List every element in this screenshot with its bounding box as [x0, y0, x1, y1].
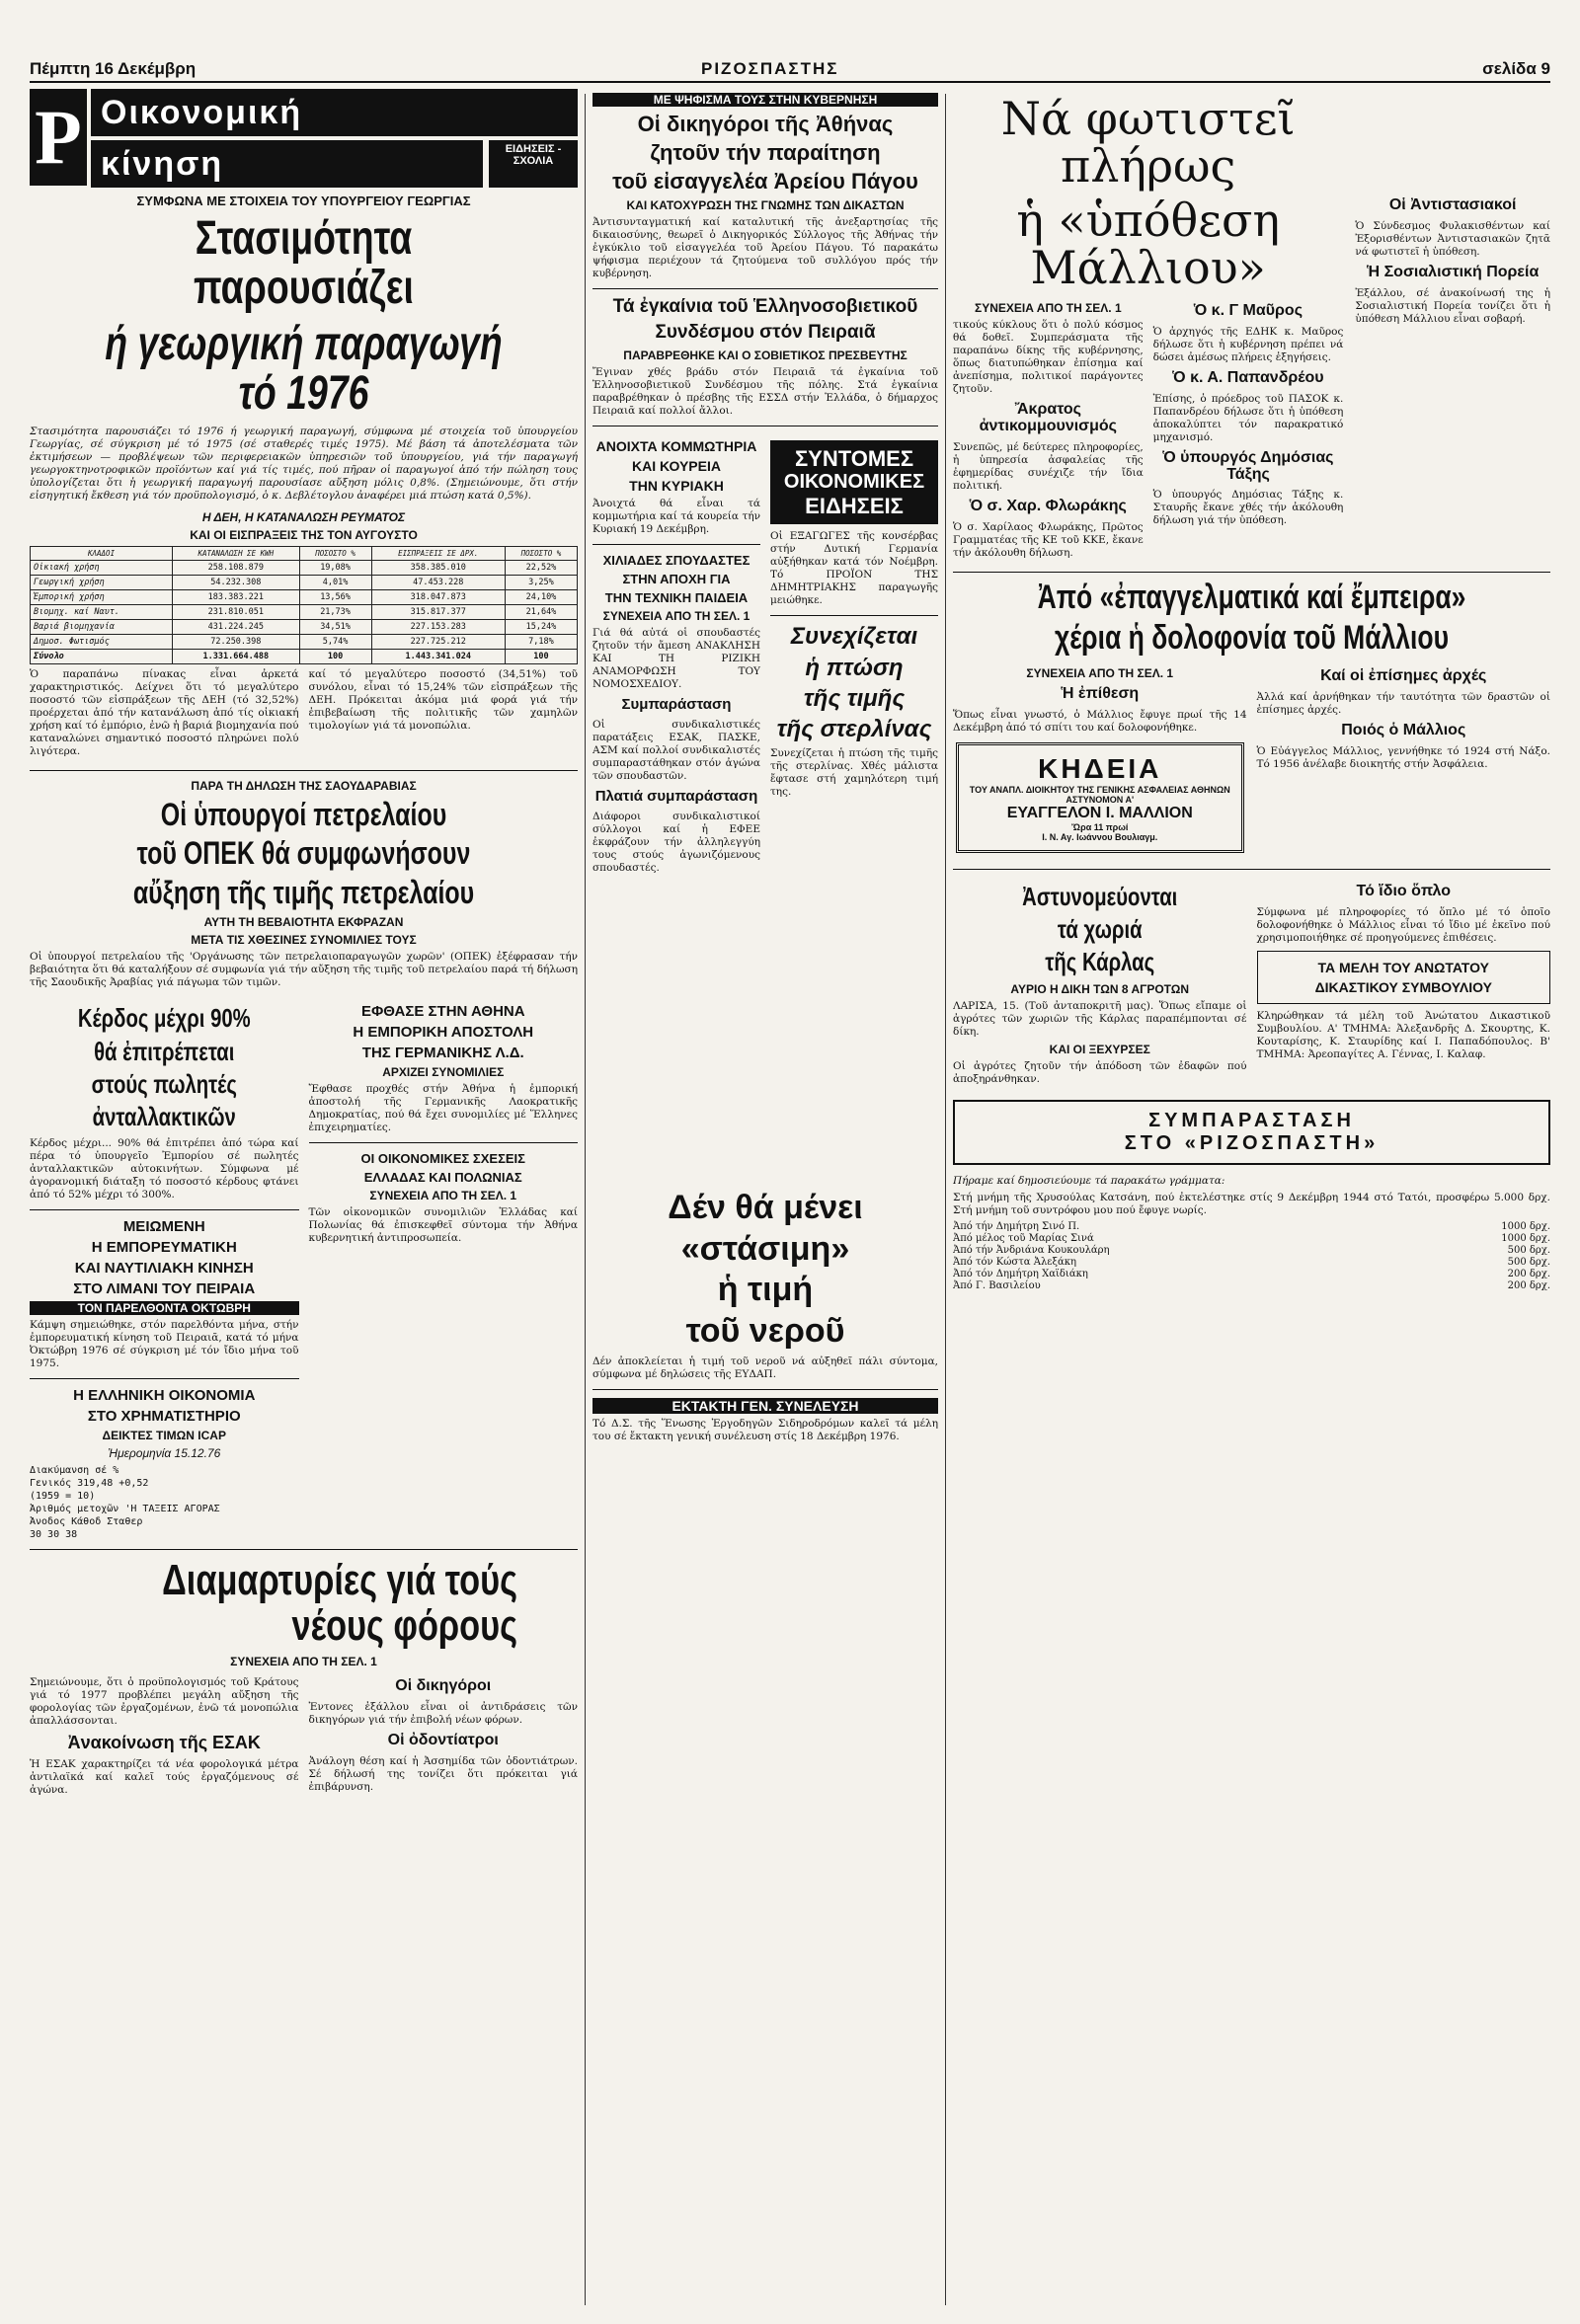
- asty-headline-3: τῆς Κάρλας: [1045, 947, 1155, 977]
- malliou-papandreou: Ὁ κ. Α. Παπανδρέου: [1172, 368, 1324, 386]
- masthead: [30, 59, 1550, 83]
- poland-headline-1: ΟΙ ΟΙΚΟΝΟΜΙΚΕΣ ΣΧΕΣΕΙΣ: [360, 1151, 525, 1167]
- funeral-name: ΕΥΑΓΓΕΛΟΝ Ι. ΜΑΛΛΙΟΝ: [1006, 804, 1193, 821]
- spoudastes-sympar-body: Οἱ συνδικαλιστικές παρατάξεις ΕΣΑΚ, ΠΑΣΚΕ, ΑΣΜ καί πολλοί συνδικαλιστές συμπαραστάθηκαν στόν ἀγώνα τῶν σπουδαστῶν.: [592, 718, 760, 782]
- sympar-body: Στή μνήμη τῆς Χρυσούλας Κατσάνη, πού ἐκτελέστηκε στίς 9 Δεκέμβρη 1944 στό Τατόι, προσφέρω 5.000 δρχ. Στή μνήμη τοῦ συντρόφου μου πού ἔφυγε νωρίς.: [953, 1191, 1550, 1216]
- ptosi-headline-3: τῆς τιμῆς: [803, 684, 906, 712]
- donor-name: Ἀπό τήν Δημήτρη Σινό Π.: [953, 1220, 1080, 1232]
- opec-headline-3: αὔξηση τῆς τιμῆς πετρελαίου: [132, 874, 475, 910]
- syntomes-line-1: ΣΥΝΤΟΜΕΣ: [794, 446, 914, 472]
- list-item: [953, 1221, 1550, 1233]
- syntomes-line-3: ΕΙΔΗΣΕΙΣ: [805, 494, 904, 519]
- anotato-headline-1: ΤΑ ΜΕΛΗ ΤΟΥ ΑΝΩΤΑΤΟΥ: [1317, 959, 1489, 975]
- ptosi-headline-1: Συνεχίζεται: [790, 623, 918, 651]
- section-logo-words: [91, 89, 578, 188]
- table-cell: Ἐμπορική χρήση: [31, 589, 173, 604]
- foroi-dikig: Οἱ δικηγόροι: [395, 1676, 492, 1694]
- donor-amount: 500 δρχ.: [1507, 1256, 1550, 1268]
- malliou-sub: ΣΥΝΕΧΕΙΑ ΑΠΟ ΤΗ ΣΕΛ. 1: [975, 301, 1122, 316]
- table-row: [31, 575, 578, 589]
- donor-amount: 1000 δρχ.: [1501, 1220, 1550, 1232]
- economy-sub-1: ΔΕΙΚΤΕΣ ΤΙΜΩΝ ICAP: [102, 1428, 226, 1442]
- nero-headline-3: ἡ τιμή: [717, 1271, 814, 1309]
- fonos-archi-body: Ἀλλά καί ἀρνήθηκαν τήν ταυτότητα τῶν δραστῶν οἱ ἐπίσημες ἀρχές.: [1256, 690, 1550, 716]
- funeral-title: ΚΗΔΕΙΑ: [1038, 752, 1162, 784]
- eforia-headline-2: Η ΕΜΠΟΡΙΚΗ ΑΠΟΣΤΟΛΗ: [353, 1024, 534, 1042]
- table-total-row: [31, 649, 578, 663]
- table-row: [31, 634, 578, 649]
- table-cell: 227.153.283: [371, 619, 505, 634]
- table-row: [31, 589, 578, 604]
- column-right: [953, 89, 1550, 2310]
- ptosi-headline-2: ἡ πτώση: [805, 654, 904, 681]
- sympar-title-2: ΣΤΟ «ΡΙΖΟΣΠΑΣΤΗ»: [1124, 1131, 1380, 1154]
- issue-date: Πέμπτη 16 Δεκέμβρη: [30, 59, 197, 78]
- fonos-poios-body: Ὁ Εὐάγγελος Μάλλιος, γεννήθηκε τό 1924 στή Νάξο. Τό 1956 ἀνέλαβε διοικητής στήν Ἀσφάλεια.: [1256, 744, 1550, 770]
- dei-col-header: ΕΙΣΠΡΑΞΕΙΣ ΣΕ ΔΡΧ.: [371, 546, 505, 560]
- table-cell: 183.383.221: [173, 589, 299, 604]
- malliou-mavros-body: Ὁ ἀρχηγός τῆς ΕΔΗΚ κ. Μαῦρος δήλωσε ὅτι ἡ κυβέρνηση πρέπει νά δώσει ἀμέσως πλήρεις ἐξηγήσεις.: [1152, 325, 1344, 363]
- kommotiria-headline-1: ΑΝΟΙΧΤΑ ΚΟΜΜΩΤΗΡΙΑ: [595, 438, 757, 455]
- table-cell: Γεωργική χρήση: [31, 575, 173, 589]
- table-cell: 358.385.010: [371, 560, 505, 575]
- malliou-ypourgos: Ὁ ὑπουργός Δημόσιας Τάξης: [1162, 448, 1334, 483]
- syntomes-body: Οἱ ΕΞΑΓΩΓΕΣ τῆς κονσέρβας στήν Δυτική Γερμανία αὐξήθηκαν κατά τόν Νοέμβρη. Τό ΠΡΟΪΟΝ ΤΗΣ ΔΗΜΗΤΡΙΑΚΗΣ παραγωγῆς μειώθηκε.: [770, 530, 938, 607]
- economy-sub-2: Ἡμερομηνία 15.12.76: [108, 1445, 221, 1460]
- kommotiria-headline-3: ΤΗΝ ΚΥΡΙΑΚΗ: [629, 478, 724, 495]
- anotato-box: [1257, 951, 1551, 1004]
- malliou-antistasiakoi-body: Ὁ Σύνδεσμος Φυλακισθέντων καί Ἐξορισθέντων Ἀντιστασιακῶν ζητᾶ νά φωτιστεῖ ἡ ὑπόθεση.: [1355, 219, 1550, 258]
- spoudastes-headline-3: ΤΗΝ ΤΕΧΝΙΚΗ ΠΑΙΔΕΙΑ: [604, 590, 749, 606]
- ellsov-body: Ἔγιναν χθές βράδυ στόν Πειραιᾶ τά ἐγκαίνια τοῦ Ἑλληνοσοβιετικοῦ Συνδέσμου τῆς πόλης. Στά ἐγκαίνια παραβρέθηκαν ὁ πρέσβης τῆς ΕΣΣΔ στήν Ἑλλάδα, ὁ δήμαρχος Πειραιᾶ καί πολλοί ἄλλοι.: [592, 366, 938, 418]
- sympar-title-1: ΣΥΜΠΑΡΑΣΤΑΣΗ: [1148, 1109, 1355, 1131]
- economy-headline-2: ΣΤΟ ΧΡΗΜΑΤΙΣΤΗΡΙΟ: [87, 1407, 241, 1425]
- column-rule: [945, 94, 946, 2305]
- table-cell: 21,64%: [505, 604, 577, 619]
- foroi-anak-body: Ἡ ΕΣΑΚ χαρακτηρίζει τά νέα φορολογικά μέτρα ἀντιλαϊκά καί καλεῖ τούς ἐργαζόμενους σέ ἀγώνα.: [30, 1757, 299, 1796]
- sympar-intro: Πήραμε καί δημοσιεύουμε τά παρακάτω γράμματα:: [953, 1174, 1225, 1187]
- spoudastes-sympar: Συμπαράσταση: [621, 696, 732, 714]
- table-cell: 15,24%: [505, 619, 577, 634]
- funeral-when: Ὥρα 11 πρωί: [1071, 821, 1129, 832]
- foroi-sub: ΣΥΝΕΧΕΙΑ ΑΠΟ ΤΗ ΣΕΛ. 1: [230, 1654, 377, 1668]
- malliou-body: τικούς κύκλους ὅτι ὁ πολύ κόσμος θά δοθεῖ. Συμπεράσματα τῆς παραπάνω δίκης τῆς κυβέρνησης, ὅπως διατυπώθηκαν ἐπίσημα καί ἀνεπίσημα, πολιτικοί παράγοντες ζητοῦν.: [953, 319, 1144, 396]
- sympar-box: [953, 1100, 1550, 1165]
- table-cell: 21,73%: [299, 604, 371, 619]
- asty-xyrs-body: Οἱ ἀγρότες ζητοῦν τήν ἀπόδοση τῶν ἐδαφῶν πού ἀποξηράνθηκαν.: [953, 1059, 1247, 1085]
- malliou-sosial-body: Ἐξάλλου, σέ ἀνακοίνωσή της ἡ Σοσιαλιστική Πορεία τονίζει ὅτι ἡ ὑπόθεση Μάλλιου εἶναι σοβαρή.: [1355, 286, 1550, 325]
- donor-amount: 500 δρχ.: [1507, 1244, 1550, 1256]
- column-left: [30, 89, 578, 2310]
- asty-xyrs: ΚΑΙ ΟΙ ΞΕΧΥΡΣΕΣ: [1049, 1042, 1150, 1056]
- table-cell: 47.453.228: [371, 575, 505, 589]
- table-cell: 315.817.377: [371, 604, 505, 619]
- funeral-notice: [956, 742, 1244, 853]
- anotato-headline-2: ΔΙΚΑΣΤΙΚΟΥ ΣΥΜΒΟΥΛΙΟΥ: [1314, 978, 1492, 995]
- opec-kicker: ΠΑΡΑ ΤΗ ΔΗΛΩΣΗ ΤΗΣ ΣΑΟΥΔΑΡΑΒΙΑΣ: [191, 778, 417, 793]
- table-cell: Βιομηχ. καί Ναυτ.: [31, 604, 173, 619]
- table-cell: Βαριά βιομηχανία: [31, 619, 173, 634]
- foroi-body: Σημειώνουμε, ὅτι ὁ προϋπολογισμός τοῦ Κράτους γιά τό 1977 προβλέπει μεγάλη αὔξηση τῆς φορολογίας τῶν ἐργαζομένων, ἐνῶ τά μονοπώλια ἀπαλλάσσονται.: [30, 1675, 299, 1727]
- malliou-florakis: Ὁ σ. Χαρ. Φλωράκης: [969, 497, 1127, 514]
- economy-index-2: Γενικός 319,48 +0,52: [30, 1477, 149, 1489]
- paper-name: ΡΙΖΟΣΠΑΣΤΗΣ: [701, 59, 839, 78]
- ptosi-headline-4: τῆς στερλίνας: [776, 715, 932, 742]
- table-cell: 5,74%: [299, 634, 371, 649]
- list-item: [953, 1257, 1550, 1269]
- malliou-papandreou-body: Ἐπίσης, ὁ πρόεδρος τοῦ ΠΑΣΟΚ κ. Παπανδρέου δήλωσε ὅτι ἡ ὑπόθεση ἀποκαλύπτει τόν παρακρατικό μηχανισμό.: [1152, 392, 1344, 443]
- donor-amount: 1000 δρχ.: [1501, 1232, 1550, 1244]
- funeral-line-2: ΑΣΤΥΝΟΜΟΝ Α': [1066, 794, 1135, 805]
- ptosi-body: Συνεχίζεται ἡ πτώση τῆς τιμῆς τῆς στερλίνας. Χθές μάλιστα ἔφτασε στή χαμηλότερη τιμή της.: [770, 747, 938, 799]
- kerdos-headline-3: στούς πωλητές: [91, 1068, 237, 1099]
- foroi-anak: Ἀνακοίνωση τῆς ΕΣΑΚ: [67, 1732, 261, 1752]
- dei-headline-1: Η ΔΕΗ, Η ΚΑΤΑΝΑΛΩΣΗ ΡΕΥΜΑΤΟΣ: [201, 509, 406, 524]
- fonos-poios: Ποιός ὁ Μάλλιος: [1341, 721, 1466, 738]
- agri-lead: Στασιμότητα παρουσιάζει τό 1976 ή γεωργική παραγωγή, σύμφωνα μέ στοιχεία τοῦ ὑπουργείου Γεωργίας, σέ σύγκριση μέ τό 1975 (σέ σταθερές τιμές 1975). Μέ βάση τά ἀποτελέσματα τῶν ἐκτιμήσεων — προβλέψεων τῶν περιφερειακῶν ὑπηρεσιῶν τοῦ ὑπουργείου, γιά τήν παραγωγή γεωργοκτηνοτροφικῶν προϊόντων καί γιά τίς τιμές, πού πῆραν οἱ παραγωγοί ἀπό τήν πώληση τους ὑπολογίζεται ὅτι ἡ γεωργική παραγωγή παρουσίασε αὔξηση μόλις 0,8%. (Σημειώνουμε, ὅτι στήν εἰσηγητική ἔκθεση γιά τόν προϋπολογισμό, ὁ κ. Δεβλέτογλου ἀναφέρει μιά πτώση κατά 0,5%).: [30, 425, 578, 502]
- kerdos-body: Κέρδος μέχρι... 90% θά ἐπιτρέπει ἀπό τώρα καί πέρα τό ὑπουργεῖο Ἐμπορίου σέ πωλητές ἀνταλλακτικῶν αὐτοκινήτων. Σύμφωνα μέ ἀγορανομική διάταξη τό ποσοστό κέρδους φτάνει ἀπό τό 52% μέχρι τό 300%.: [30, 1136, 299, 1201]
- list-item: [953, 1269, 1550, 1280]
- dei-headline-2: ΚΑΙ ΟΙ ΕΙΣΠΡΑΞΕΙΣ ΤΗΣ ΤΟΝ ΑΥΓΟΥΣΤΟ: [190, 527, 418, 542]
- syntomes-box: [770, 440, 938, 524]
- table-cell: 24,10%: [505, 589, 577, 604]
- malliou-akratos: Ἄκρατος ἀντικομμουνισμός: [979, 401, 1117, 434]
- nero-body: Δέν ἀποκλείεται ἡ τιμή τοῦ νεροῦ νά αὐξηθεῖ πάλι σύντομα, σύμφωνα μέ δηλώσεις τῆς ΕΥΔΑΠ.: [592, 1355, 938, 1380]
- foroi-odont: Οἱ ὀδοντίατροι: [387, 1731, 499, 1748]
- table-cell: 19,08%: [299, 560, 371, 575]
- list-item: [953, 1245, 1550, 1257]
- asty-headline-2: τά χωριά: [1057, 914, 1143, 945]
- foroi-odont-body: Ἀνάλογη θέση καί ἡ Ἀσσημίδα τῶν ὀδοντιάτρων. Σέ δήλωσή της τονίζει ὅτι πρόκειται γιά ἐπιβάρυνση.: [308, 1754, 578, 1793]
- table-cell: 72.250.398: [173, 634, 299, 649]
- table-cell: 13,56%: [299, 589, 371, 604]
- agri-kicker: ΣΥΜΦΩΝΑ ΜΕ ΣΤΟΙΧΕΙΑ ΤΟΥ ΥΠΟΥΡΓΕΙΟΥ ΓΕΩΡΓΙΑΣ: [136, 194, 471, 208]
- dei-body-left: Ὁ παραπάνω πίνακας εἶναι ἀρκετά χαρακτηριστικός. Δείχνει ὅτι τό μεγαλύτερο ποσοστό τῶν εἰσπράξεων τῆς ΔΕΗ (τό 32,52%) προέρχεται ἀπό τήν κατανάλωση ἀπό τίς οἰκιακή χρήση καί τό ἐμπόριο, ἐνῶ ἡ βαριά βιομηχανία πού καταναλώνει σημαντικό ποσοστό πληρώνει πολύ λιγότερα.: [30, 667, 299, 757]
- table-cell: 100: [299, 649, 371, 663]
- economy-index-5: Ἀνοδος Κάθοδ Σταθερ: [30, 1515, 143, 1527]
- eforia-sub: ΑΡΧΙΖΕΙ ΣΥΝΟΜΙΛΙΕΣ: [382, 1065, 505, 1080]
- spoudastes-plat: Πλατιά συμπαράσταση: [594, 787, 758, 805]
- malliou-florakis-body: Ὁ σ. Χαρίλαος Φλωράκης, Πρῶτος Γραμματέας τῆς ΚΕ τοῦ ΚΚΕ, ἔκανε τήν ἀκόλουθη δήλωση.: [953, 520, 1144, 559]
- opec-headline-2: τοῦ ΟΠΕΚ θά συμφωνήσουν: [136, 835, 471, 872]
- funeral-line-1: ΤΟΥ ΑΝΑΠΛ. ΔΙΟΙΚΗΤΟΥ ΤΗΣ ΓΕΝΙΚΗΣ ΑΣΦΑΛΕΙΑΣ ΑΘΗΝΩΝ: [969, 784, 1230, 795]
- donor-amount: 200 δρχ.: [1507, 1268, 1550, 1279]
- economy-index-1: Διακύμανση σέ %: [30, 1464, 119, 1476]
- donor-amount: 200 δρχ.: [1507, 1279, 1550, 1291]
- poland-headline-2: ΕΛΛΑΔΑΣ ΚΑΙ ΠΟΛΩΝΙΑΣ: [363, 1170, 522, 1186]
- malliou-ypourgos-body: Ὁ ὑπουργός Δημόσιας Τάξης κ. Σταυρῆς ἔκανε χθές τήν ἀκόλουθη δήλωση γιά τήν ὑπόθεση.: [1152, 489, 1344, 527]
- dikigoroi-headline-2: ζητοῦν τήν παραίτηση: [650, 140, 881, 166]
- donor-name: Ἀπό τόν Κώστα Ἀλεξάκη: [953, 1256, 1076, 1268]
- dei-col-header: ΠΟΣΟΣΤΟ %: [505, 546, 577, 560]
- table-cell: 34,51%: [299, 619, 371, 634]
- economy-headline-1: Η ΕΛΛΗΝΙΚΗ ΟΙΚΟΝΟΜΙΑ: [73, 1386, 256, 1404]
- table-row: [31, 604, 578, 619]
- syntomes-line-2: ΟΙΚΟΝΟΜΙΚΕΣ: [783, 471, 925, 494]
- agri-headline-2: ή γεωργική παραγωγή τό 1976: [105, 317, 503, 421]
- economy-index-3: (1959 = 10): [30, 1490, 96, 1502]
- table-cell: Σύνολο: [31, 649, 173, 663]
- column-middle-lower: [592, 1185, 938, 1876]
- donor-name: Ἀπό τήν Ἀνδριάνα Κουκουλάρη: [953, 1244, 1110, 1256]
- table-cell: 318.047.873: [371, 589, 505, 604]
- ibiio-headline: Τό ἴδιο ὅπλο: [1356, 882, 1452, 899]
- donor-name: Ἀπό μέλος τοῦ Μαρίας Σινά: [953, 1232, 1094, 1244]
- meiosi-headline-1: ΜΕΙΩΜΕΝΗ: [122, 1217, 205, 1235]
- nero-headline-4: τοῦ νεροῦ: [685, 1312, 845, 1351]
- ellsov-headline-1: Τά ἐγκαίνια τοῦ Ἑλληνοσοβιετικοῦ: [612, 296, 918, 318]
- table-cell: 431.224.245: [173, 619, 299, 634]
- poland-sub: ΣΥΝΕΧΕΙΑ ΑΠΟ ΤΗ ΣΕΛ. 1: [369, 1189, 517, 1203]
- dei-body-right: καί τό μεγαλύτερο ποσοστό (34,51%) τοῦ συνόλου, εἶναι τό 15,24% τῶν εἰσπράξεων τῆς ΔΕΗ. Πρόκειται ἀκόμα μιά φορά γιά τήν ἐπιβεβαίωση τῆς πολιτικῆς τῶν χαμηλῶν τιμολογίων γιά τά μονοπώλια.: [308, 667, 578, 732]
- list-item: [953, 1233, 1550, 1245]
- opec-sub-1: ΑΥΤΗ ΤΗ ΒΕΒΑΙΟΤΗΤΑ ΕΚΦΡΑΖΑΝ: [203, 915, 404, 930]
- section-subtag: ΕΙΔΗΣΕΙΣ - ΣΧΟΛΙΑ: [489, 140, 578, 188]
- fonos-archi: Καί οἱ ἐπίσημες ἀρχές: [1320, 666, 1487, 684]
- anotato-body: Κληρώθηκαν τά μέλη τοῦ Ἀνώτατου Δικαστικοῦ Συμβουλίου. Α' ΤΜΗΜΑ: Ἀλεξανδρῆς Δ. Σκουρτης, Κ. Κουταρίσης, Κ. Σταυρίδης καί Ι. Παπαδόπουλος. Β' ΤΜΗΜΑ: Ἀρεοπαγίτες Α. Γέννας, Ι. Καλαφ.: [1256, 1009, 1550, 1060]
- meiosi-sub: ΤΟΝ ΠΑΡΕΛΘΟΝΤΑ ΟΚΤΩΒΡΗ: [30, 1301, 299, 1315]
- spoudastes-headline-1: ΧΙΛΙΑΔΕΣ ΣΠΟΥΔΑΣΤΕΣ: [602, 553, 750, 569]
- section-title-2: κίνηση: [91, 140, 483, 188]
- nero-headline-2: «στάσιμη»: [680, 1229, 850, 1268]
- asty-headline-1: Ἀστυνομεύονται: [1022, 881, 1178, 911]
- table-cell: 227.725.212: [371, 634, 505, 649]
- dikigoroi-body: Ἀντισυνταγματική καί καταλυτική τῆς ἀνεξαρτησίας τῆς δικαιοσύνης, θεωρεῖ ὁ Δικηγορικός Σύλλογος τῆς Ἀθήνας τήν ἐγκύκλιο τοῦ εἰσαγγελέα τοῦ Ἀρείου Πάγου. Τό παρακάτω ψήφισμα περιέχουν τά ζητούμενα τοῦ συλλόγου πρός τήν κυβέρνηση.: [592, 216, 938, 280]
- malliou-headline-1: Νά φωτιστεῖ πλήρως: [1000, 92, 1296, 194]
- table-cell: 100: [505, 649, 577, 663]
- table-cell: 1.331.664.488: [173, 649, 299, 663]
- dei-col-header: ΚΑΤΑΝΑΛΩΣΗ ΣΕ KWH: [173, 546, 299, 560]
- table-cell: Οἰκιακή χρήση: [31, 560, 173, 575]
- malliou-antistasiakoi: Οἱ Ἀντιστασιακοί: [1388, 196, 1517, 213]
- meiosi-headline-2: Η ΕΜΠΟΡΕΥΜΑΤΙΚΗ: [91, 1238, 237, 1256]
- foroi-headline: Διαμαρτυρίες γιά τούς νέους φόρους: [162, 1555, 517, 1650]
- eforia-body: Ἔφθασε προχθές στήν Ἀθήνα ἡ ἐμπορική ἀποστολή τῆς Γερμανικῆς Λαοκρατικῆς Δημοκρατίας, πού θά ἔχει συνομιλίες μέ Ἕλληνες ἐπιχειρηματίες.: [308, 1083, 578, 1134]
- table-row: [31, 619, 578, 634]
- section-logo-letter-icon: Ρ: [30, 89, 87, 186]
- table-row: [31, 560, 578, 575]
- ellsov-headline-2: Συνδέσμου στόν Πειραιᾶ: [655, 322, 876, 344]
- table-cell: 3,25%: [505, 575, 577, 589]
- table-cell: 1.443.341.024: [371, 649, 505, 663]
- opec-sub-2: ΜΕΤΑ ΤΙΣ ΧΘΕΣΙΝΕΣ ΣΥΝΟΜΙΛΙΕΣ ΤΟΥΣ: [191, 933, 417, 948]
- table-cell: 258.108.879: [173, 560, 299, 575]
- malliou-headline-2: ἡ «ὑπόθεση Μάλλιου»: [1016, 193, 1281, 294]
- economy-index-4: Ἀριθμός μετοχῶν 'Η ΤΑΞΕΙΣ ΑΓΟΡΑΣ: [30, 1503, 220, 1514]
- kerdos-headline-1: Κέρδος μέχρι 90%: [77, 1003, 251, 1034]
- meiosi-headline-4: ΣΤΟ ΛΙΜΑΝΙ ΤΟΥ ΠΕΙΡΑΙΑ: [73, 1279, 256, 1297]
- kerdos-headline-2: θά ἐπιτρέπεται: [94, 1036, 235, 1066]
- asty-sub: ΑΥΡΙΟ Η ΔΙΚΗ ΤΩΝ 8 ΑΓΡΟΤΩΝ: [1010, 981, 1190, 996]
- malliou-akratos-body: Συνεπῶς, μέ δεύτερες πληροφορίες, ἡ ὑπηρεσία ἀσφαλείας τῆς ἐφημερίδας συνέχιζε τήν ἴδια πολιτική.: [953, 440, 1144, 492]
- foroi-dikig-body: Ἐντονες ἐξάλλου εἶναι οἱ ἀντιδράσεις τῶν δικηγόρων γιά τήν ἐπιβολή νέων φόρων.: [308, 1700, 578, 1726]
- dikigoroi-headline-3: τοῦ εἰσαγγελέα Ἀρείου Πάγου: [612, 169, 918, 194]
- table-cell: Δημοσ. Φωτισμός: [31, 634, 173, 649]
- section-title-1: Οικονομική: [91, 89, 578, 136]
- nero-headline-1: Δέν θά μένει: [668, 1189, 863, 1226]
- agri-headline-1: Στασιμότητα παρουσιάζει: [194, 212, 414, 315]
- spoudastes-plat-body: Διάφοροι συνδικαλιστικοί σύλλογοι καί ἡ ΕΦΕΕ ἐκφράζουν τήν ἀλληλεγγύη τους στούς ἀγωνιζόμενους σπουδαστές.: [592, 810, 760, 874]
- synelefsi-headline: ΕΚΤΑΚΤΗ ΓΕΝ. ΣΥΝΕΛΕΥΣΗ: [592, 1398, 938, 1414]
- section-logo: [30, 89, 578, 188]
- page-number: σελίδα 9: [1482, 59, 1550, 78]
- table-cell: 231.810.051: [173, 604, 299, 619]
- spoudastes-body: Γιά θά αὐτά οἱ σπουδαστές ζητοῦν τήν ἄμεση ΑΝΑΚΛΗΣΗ ΚΑΙ ΤΗ ΡΙΖΙΚΗ ΑΝΑΜΟΡΦΩΣΗ ΤΟΥ ΝΟΜΟΣΧΕΔΙΟΥ.: [592, 627, 760, 691]
- malliou-sosial: Ἡ Σοσιαλιστική Πορεία: [1367, 263, 1540, 280]
- fonos-sub: ΣΥΝΕΧΕΙΑ ΑΠΟ ΤΗ ΣΕΛ. 1: [1026, 665, 1174, 680]
- eforia-headline-3: ΤΗΣ ΓΕΡΜΑΝΙΚΗΣ Λ.Δ.: [361, 1045, 524, 1062]
- opec-headline-1: Οἱ ὑπουργοί πετρελαίου: [160, 796, 447, 832]
- fonos-headline-2: χέρια ἡ δολοφονία τοῦ Μάλλιου: [1054, 619, 1450, 658]
- table-cell: 4,01%: [299, 575, 371, 589]
- dei-table: [30, 546, 578, 664]
- table-cell: 7,18%: [505, 634, 577, 649]
- column-rule: [585, 94, 586, 2305]
- ellsov-sub: ΠΑΡΑΒΡΕΘΗΚΕ ΚΑΙ Ο ΣΟΒΙΕΤΙΚΟΣ ΠΡΕΣΒΕΥΤΗΣ: [623, 349, 908, 363]
- fonos-epithesi-body: Ὅπως εἶναι γνωστό, ὁ Μάλλιος ἔφυγε πρωί τῆς 14 Δεκέμβρη ἀπό τό σπίτι του καί δολοφονήθηκε.: [953, 708, 1247, 734]
- meiosi-headline-3: ΚΑΙ ΝΑΥΤΙΛΙΑΚΗ ΚΙΝΗΣΗ: [74, 1259, 254, 1277]
- dikigoroi-headline-1: Οἱ δικηγόροι τῆς Ἀθήνας: [637, 112, 894, 136]
- ibiio-body: Σύμφωνα μέ πληροφορίες τό ὅπλο μέ τό ὁποῖο δολοφονήθηκε ὁ Μάλλιος εἶναι τό ἴδιο μέ ἐκεῖνο πού χρησιμοποιήθηκε σέ προηγούμενες ἐπιθέσεις.: [1256, 905, 1550, 944]
- donor-name: Ἀπό τόν Δημήτρη Χαϊδιάκη: [953, 1268, 1088, 1279]
- fonos-headline-1: Ἀπό «ἐπαγγελματικά καί ἔμπειρα»: [1037, 578, 1466, 616]
- eforia-headline-1: ΕΦΘΑΣΕ ΣΤΗΝ ΑΘΗΝΑ: [360, 1003, 525, 1021]
- kerdos-headline-4: ἀνταλλακτικῶν: [92, 1102, 236, 1132]
- poland-body: Τῶν οἰκονομικῶν συνομιλιῶν Ἑλλάδας καί Πολωνίας θά ἐπισκεφθεῖ σύντομα τήν Ἀθήνα κυβερνητική ἀντιπροσωπεία.: [308, 1206, 578, 1245]
- spoudastes-headline-2: ΣΤΗΝ ΑΠΟΧΗ ΓΙΑ: [622, 572, 731, 587]
- fonos-epithesi: Ἡ ἐπίθεση: [1061, 684, 1140, 702]
- dei-col-header: ΠΟΣΟΣΤΟ %: [299, 546, 371, 560]
- kommotiria-body: Ἀνοιχτά θά εἶναι τά κομμωτήρια καί τά κουρεία τήν Κυριακή 19 Δεκέμβρη.: [592, 498, 760, 536]
- table-cell: 54.232.308: [173, 575, 299, 589]
- dikigoroi-kicker: ΜΕ ΨΗΦΙΣΜΑ ΤΟΥΣ ΣΤΗΝ ΚΥΒΕΡΝΗΣΗ: [592, 93, 938, 107]
- asty-body: ΛΑΡΙΣΑ, 15. (Τοῦ ἀνταποκριτῆ μας). Ὅπως εἴπαμε οἱ ἀγρότες τῶν χωριῶν τῆς Κάρλας παραπέμπονται σέ δίκη.: [953, 999, 1247, 1038]
- economy-index-6: 30 30 38: [30, 1528, 78, 1540]
- dei-col-header: ΚΛΑΔΟΙ: [31, 546, 173, 560]
- donor-name: Ἀπό Γ. Βασιλείου: [953, 1279, 1041, 1291]
- dikigoroi-sub: ΚΑΙ ΚΑΤΟΧΥΡΩΣΗ ΤΗΣ ΓΝΩΜΗΣ ΤΩΝ ΔΙΚΑΣΤΩΝ: [626, 198, 905, 213]
- spoudastes-sub: ΣΥΝΕΧΕΙΑ ΑΠΟ ΤΗ ΣΕΛ. 1: [602, 609, 750, 624]
- funeral-where: Ι. Ν. Αγ. Ιωάννου Βουλιαγμ.: [1042, 831, 1158, 842]
- list-item: [953, 1280, 1550, 1292]
- kommotiria-headline-2: ΚΑΙ ΚΟΥΡΕΙΑ: [632, 458, 721, 475]
- meiosi-body: Κάμψη σημειώθηκε, στόν παρελθόντα μήνα, στήν ἐμπορευματική κίνηση τοῦ Πειραιᾶ, κατά τό μήνα Ὀκτώβρη 1976 σέ σύγκριση μέ τόν ἴδιο μήνα τοῦ 1975.: [30, 1318, 299, 1369]
- malliou-mavros: Ὁ κ. Γ Μαῦρος: [1194, 302, 1304, 320]
- table-cell: 22,52%: [505, 560, 577, 575]
- synelefsi-body: Τό Δ.Σ. τῆς Ἕνωσης Ἐργοδηγῶν Σιδηροδρόμων καλεῖ τά μέλη του σέ ἔκτακτη γενική συνέλευση στίς 18 Δεκέμβρη 1976.: [592, 1417, 938, 1442]
- opec-body: Οἱ ὑπουργοί πετρελαίου τῆς 'Οργάνωσης τῶν πετρελαιοπαραγωγῶν χωρῶν' (ΟΠΕΚ) ἐξέφρασαν τήν βεβαιότητα ὅτι θά καταλήξουν σέ συμφωνία γιά τήν αὔξηση τῆς τιμῆς τοῦ πετρελαίου παρά τή δήλωση τῆς Σαουδικῆς Ἀραβίας γιά πάγωμα τῶν τιμῶν.: [30, 951, 578, 989]
